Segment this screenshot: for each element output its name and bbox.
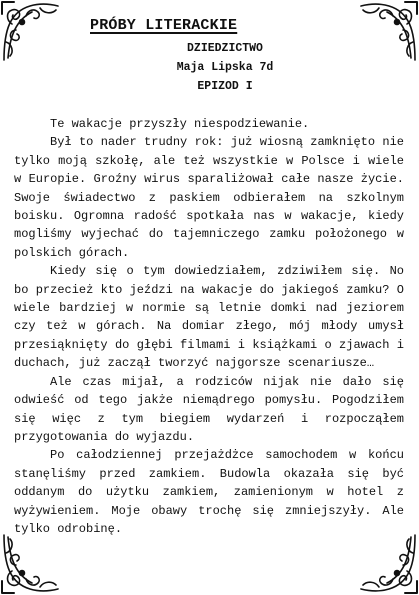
flourish-corner-icon: [355, 531, 419, 595]
paragraph: Był to nader trudny rok: już wiosną zamknięto nie tylko moją szkołę, ale też wszystkie w Polsce i wiele w Europie. Groźny wirus sparaliżował całe nasze życie. Swoje świadectwo z paskiem odbierałem na szkolnym boisku. Ogromna radość spotkała nas w wakacje, kiedy mogliśmy wyjechać do tajemniczego zamku położonego w polskich górach.: [14, 135, 404, 260]
flourish-corner-icon: [0, 531, 64, 595]
section-title: PRÓBY LITERACKIE: [90, 17, 238, 34]
author-name: Maja Lipska 7d: [176, 61, 274, 74]
paragraph: Te wakacje przyszły niespodziewanie.: [50, 117, 310, 131]
flourish-corner-icon: [355, 0, 419, 64]
story-title: DZIEDZICTWO: [187, 42, 263, 55]
paragraph: Ale czas mijał, a rodziców nijak nie dało się odwieść od tego jakże niemądrego pomysłu. Pogodziłem się więc z tym biegiem wydarzeń i rozpocząłem przygotowania do wyjazdu.: [14, 374, 404, 444]
paragraph: Po całodziennej przejażdżce samochodem w końcu stanęliśmy przed zamkiem. Budowla okazała się być oddanym do użytku zamkiem, zamienionym w hotel z wyżywieniem. Moje obawy trochę się zmniejszyły. Ale tylko odrobinę.: [14, 448, 404, 536]
flourish-corner-icon: [0, 0, 64, 64]
paragraph: Kiedy się o tym dowiedziałem, zdziwiłem się. No bo przecież kto jeździ na wakacje do jakiegoś zamku? O wiele bardziej w normie są letnie domki nad jeziorem czy też w górach. Na domiar złego, mój młody umysł przesiąknięty do głębi filmami i książkami o zjawach i duchach, już zaczął tworzyć najgorsze scenariusze…: [14, 264, 404, 371]
story-body: [14, 115, 404, 538]
episode-label: EPIZOD I: [197, 80, 253, 93]
